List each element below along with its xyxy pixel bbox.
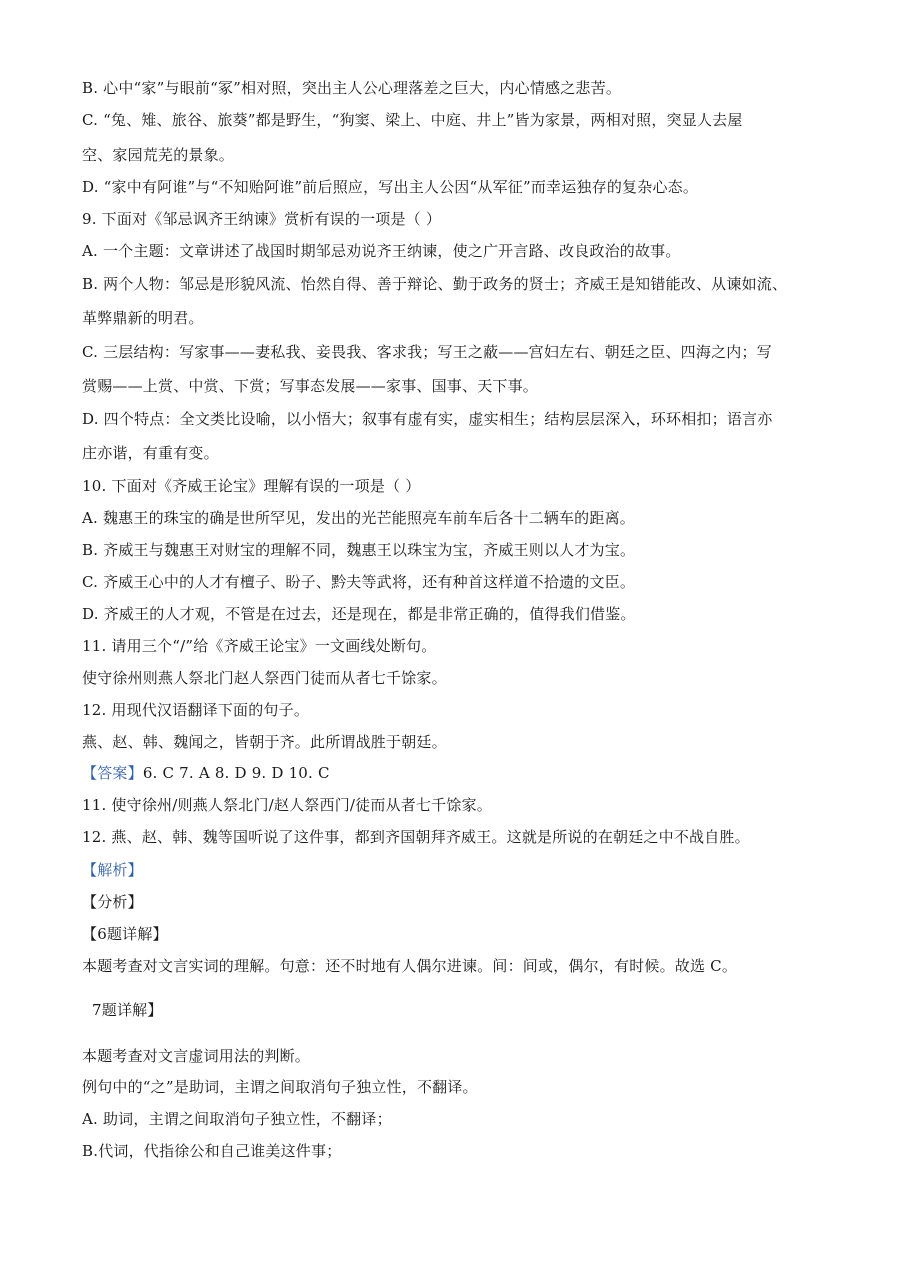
question-10: 10. 下面对《齐威王论宝》理解有误的一项是（ ） xyxy=(82,477,421,495)
option-c-line: C. “兔、雉、旅谷、旅葵”都是野生，“狗窦、梁上、中庭、井上”皆为家景，两相对照，突显人去屋 xyxy=(82,111,743,129)
q9-option-d-continued: 庄亦谐，有重有变。 xyxy=(82,444,219,462)
q6-detail-heading: 【6题详解】 xyxy=(82,925,168,943)
q7-example-note: 例句中的“之”是助词，主谓之间取消句子独立性，不翻译。 xyxy=(82,1078,478,1096)
q11-sentence: 使守徐州则燕人祭北门赵人祭西门徒而从者七千馀家。 xyxy=(82,669,447,687)
q9-option-b-continued: 革弊鼎新的明君。 xyxy=(82,309,204,327)
answer-11: 11. 使守徐州/则燕人祭北门/赵人祭西门/徒而从者七千馀家。 xyxy=(82,796,492,814)
q10-option-c: C. 齐威王心中的人才有檀子、盼子、黔夫等武将，还有种首这样道不拾遗的文臣。 xyxy=(82,573,636,591)
answer-line xyxy=(82,763,827,783)
option-d-line: D. “家中有阿谁”与“不知贻阿谁”前后照应，写出主人公因“从军征”而幸运独存的复杂心态。 xyxy=(82,178,699,196)
q9-option-d: D. 四个特点：全文类比设喻，以小悟大；叙事有虚有实，虚实相生；结构层层深入，环环相扣；语言亦 xyxy=(82,410,773,428)
analysis-heading: 【解析】 xyxy=(82,861,143,879)
q10-option-b: B. 齐威王与魏惠王对财宝的理解不同，魏惠王以珠宝为宝，齐威王则以人才为宝。 xyxy=(82,541,636,559)
q10-option-d: D. 齐威王的人才观，不管是在过去，还是现在，都是非常正确的，值得我们借鉴。 xyxy=(82,605,636,623)
q6-detail-text: 本题考查对文言实词的理解。句意：还不时地有人偶尔进谏。间：间或，偶尔，有时候。故选 C。 xyxy=(82,957,738,975)
q7-option-a: A. 助词，主谓之间取消句子独立性，不翻译； xyxy=(82,1110,392,1128)
q9-option-a: A. 一个主题：文章讲述了战国时期邹忌劝说齐王纳谏，使之广开言路、改良政治的故事。 xyxy=(82,242,681,260)
question-11: 11. 请用三个“/”给《齐威王论宝》一文画线处断句。 xyxy=(82,637,437,655)
option-b-line: B. 心中“家”与眼前“冢”相对照，突出主人公心理落差之巨大，内心情感之悲苦。 xyxy=(82,79,622,97)
q7-option-b: B.代词，代指徐公和自己谁美这件事； xyxy=(82,1142,342,1160)
answer-label: 【答案】 xyxy=(82,764,143,782)
q9-option-c: C. 三层结构：写家事——妻私我、妾畏我、客求我；写王之蔽——宫妇左右、朝廷之臣、四海之内；写 xyxy=(82,343,772,361)
answer-12: 12. 燕、赵、韩、魏等国听说了这件事，都到齐国朝拜齐威王。这就是所说的在朝廷之中不战自胜。 xyxy=(82,828,750,846)
analysis-subheading: 【分析】 xyxy=(82,893,143,911)
question-9: 9. 下面对《邹忌讽齐王纳谏》赏析有误的一项是（ ） xyxy=(82,210,442,228)
q9-option-b: B. 两个人物：邹忌是形貌风流、怡然自得、善于辩论、勤于政务的贤士；齐威王是知错能改、从谏如流、 xyxy=(82,275,788,293)
q7-detail-text: 本题考查对文言虚词用法的判断。 xyxy=(82,1047,311,1065)
answer-values: 6. C 7. A 8. D 9. D 10. C xyxy=(142,764,330,782)
q7-detail-heading: 7题详解】 xyxy=(92,1001,163,1019)
q10-option-a: A. 魏惠王的珠宝的确是世所罕见，发出的光芒能照亮车前车后各十二辆车的距离。 xyxy=(82,509,635,527)
question-12: 12. 用现代汉语翻译下面的句子。 xyxy=(82,701,310,719)
q12-sentence: 燕、赵、韩、魏闻之，皆朝于齐。此所谓战胜于朝廷。 xyxy=(82,733,447,751)
q9-option-c-continued: 赏赐——上赏、中赏、下赏；写事态发展——家事、国事、天下事。 xyxy=(82,377,539,395)
option-c-continued: 空、家园荒芜的景象。 xyxy=(82,146,235,164)
